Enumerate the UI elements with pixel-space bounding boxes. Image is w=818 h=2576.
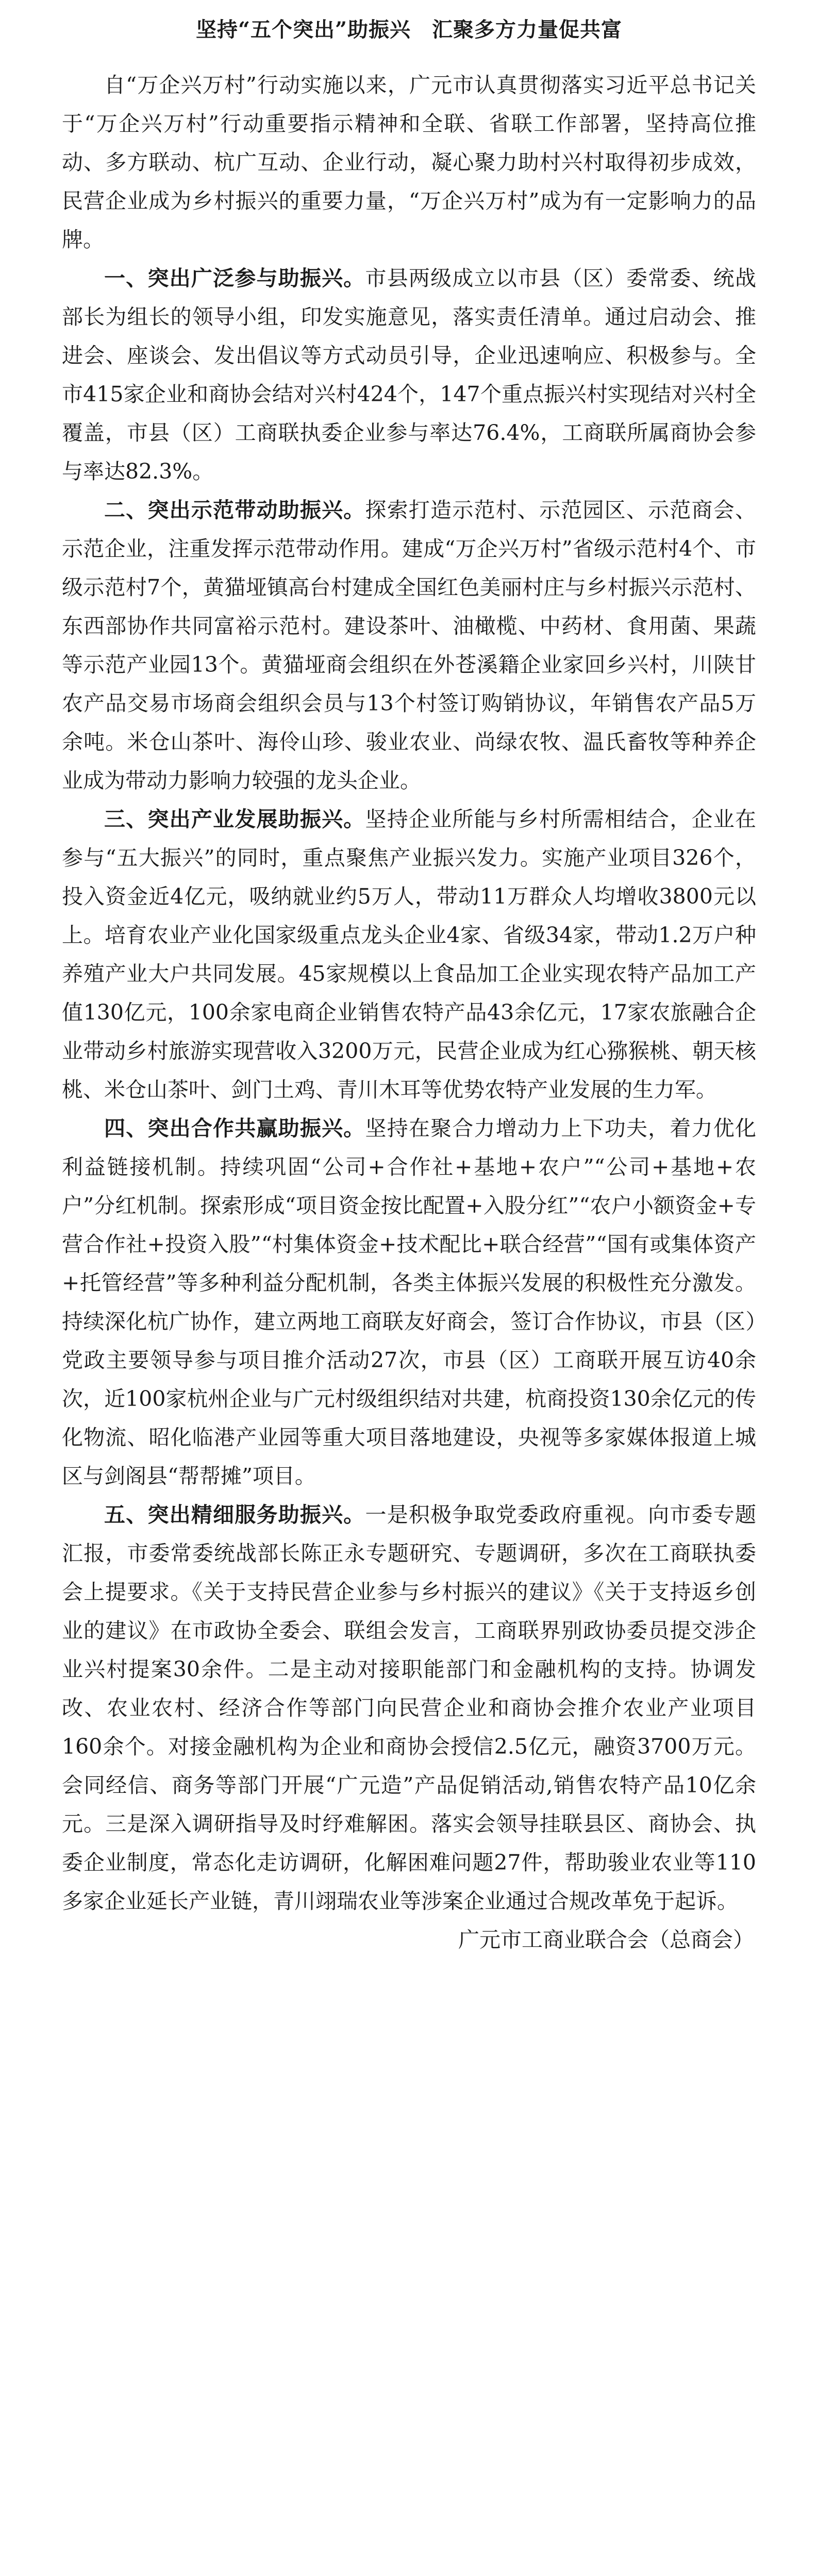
section-paragraph-3	[62, 800, 756, 1109]
intro-paragraph: 自“万企兴万村”行动实施以来，广元市认真贯彻落实习近平总书记关于“万企兴万村”行动重要指示精神和全联、省联工作部署，坚持高位推动、多方联动、杭广互动、企业行动，凝心聚力助村兴村取得初步成效，民营企业成为乡村振兴的重要力量，“万企兴万村”成为有一定影响力的品牌。	[62, 73, 756, 252]
section-heading-1: 一、突出广泛参与助振兴。	[104, 266, 365, 291]
section-body-1: 市县两级成立以市县（区）委常委、统战部长为组长的领导小组，印发实施意见，落实责任清单。通过启动会、推进会、座谈会、发出倡议等方式动员引导，企业迅速响应、积极参与。全市415家企业和商协会结对兴村424个，147个重点振兴村实现结对兴村全覆盖，市县（区）工商联执委企业参与率达76.4%，工商联所属商协会参与率达82.3%。	[62, 266, 756, 484]
page-title: 坚持“五个突出”助振兴 汇聚多方力量促共富	[195, 18, 622, 42]
section-heading-4: 四、突出合作共赢助振兴。	[104, 1116, 365, 1141]
section-heading-3: 三、突出产业发展助振兴。	[104, 807, 365, 832]
section-heading-2: 二、突出示范带动助振兴。	[104, 498, 365, 522]
section-paragraph-2	[62, 491, 756, 800]
section-paragraph-1	[62, 259, 756, 491]
section-body-2: 探索打造示范村、示范园区、示范商会、示范企业，注重发挥示范带动作用。建成“万企兴万村”省级示范村4个、市级示范村7个，黄猫垭镇高台村建成全国红色美丽村庄与乡村振兴示范村、东西部协作共同富裕示范村。建设茶叶、油橄榄、中药材、食用菌、果蔬等示范产业园13个。黄猫垭商会组织在外苍溪籍企业家回乡兴村，川陕甘农产品交易市场商会组织会员与13个村签订购销协议，年销售农产品5万余吨。米仓山茶叶、海伶山珍、骏业农业、尚绿农牧、温氏畜牧等种养企业成为带动力影响力较强的龙头企业。	[62, 498, 756, 793]
section-body-3: 坚持企业所能与乡村所需相结合，企业在参与“五大振兴”的同时，重点聚焦产业振兴发力。实施产业项目326个，投入资金近4亿元，吸纳就业约5万人，带动11万群众人均增收3800元以上。培育农业产业化国家级重点龙头企业4家、省级34家，带动1.2万户种养殖产业大户共同发展。45家规模以上食品加工企业实现农特产品加工产值130亿元，100余家电商企业销售农特产品43余亿元，17家农旅融合企业带动乡村旅游实现营收入3200万元，民营企业成为红心猕猴桃、朝天核桃、米仓山茶叶、剑门土鸡、青川木耳等优势农特产业发展的生力军。	[62, 807, 756, 1102]
section-body-4: 坚持在聚合力增动力上下功夫，着力优化利益链接机制。持续巩固“公司+合作社+基地+农户”“公司+基地+农户”分红机制。探索形成“项目资金按比配置+入股分红”“农户小额资金+专营合作社+投资入股”“村集体资金+技术配比+联合经营”“国有或集体资产+托管经营”等多种利益分配机制，各类主体振兴发展的积极性充分激发。持续深化杭广协作，建立两地工商联友好商会，签订合作协议，市县（区）党政主要领导参与项目推介活动27次，市县（区）工商联开展互访40余次，近100家杭州企业与广元村级组织结对共建，杭商投资130余亿元的传化物流、昭化临港产业园等重大项目落地建设，央视等多家媒体报道上城区与剑阁县“帮帮摊”项目。	[62, 1116, 756, 1488]
section-body-5: 一是积极争取党委政府重视。向市委专题汇报，市委常委统战部长陈正永专题研究、专题调研，多次在工商联执委会上提要求。《关于支持民营企业参与乡村振兴的建议》《关于支持返乡创业的建议》在市政协全委会、联组会发言，工商联界别政协委员提交涉企业兴村提案30余件。二是主动对接职能部门和金融机构的支持。协调发改、农业农村、经济合作等部门向民营企业和商协会推介农业产业项目160余个。对接金融机构为企业和商协会授信2.5亿元，融资3700万元。会同经信、商务等部门开展“广元造”产品促销活动,销售农特产品10亿余元。三是深入调研指导及时纾难解困。落实会领导挂联县区、商协会、执委企业制度，常态化走访调研，化解困难问题27件，帮助骏业农业等110多家企业延长产业链，青川翊瑞农业等涉案企业通过合规改革免于起诉。	[62, 1502, 756, 1913]
signature: 广元市工商业联合会（总商会）	[458, 1927, 754, 1952]
section-paragraph-4	[62, 1109, 756, 1496]
section-heading-5: 五、突出精细服务助振兴。	[104, 1502, 365, 1527]
section-paragraph-5	[62, 1496, 756, 1921]
